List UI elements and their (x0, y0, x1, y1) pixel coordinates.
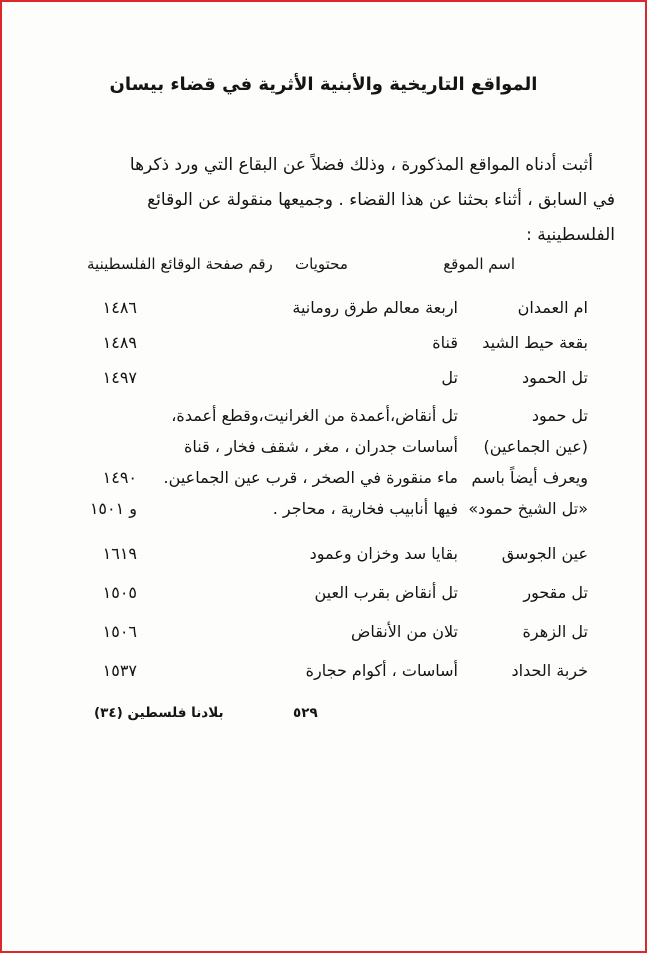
page-ref-cell (37, 365, 137, 391)
site-name: عين الجوسق (501, 544, 588, 563)
contents-text: أساسات جدران ، مغر ، شقف فخار ، قناة (184, 437, 458, 456)
intro-line: أثبت أدناه المواقع المذكورة ، وذلك فضلاً عن البقاع التي ورد ذكرها (129, 155, 593, 175)
contents-text: تل أنقاض بقرب العين (314, 583, 458, 602)
page-ref-cell (37, 295, 137, 321)
page-ref-number: و ١٥٠١ (89, 499, 137, 518)
contents-text: قناة (432, 333, 458, 352)
page-ref-cell (37, 541, 137, 567)
site-name: بقعة حيط الشيد (482, 333, 588, 352)
contents-text: تل (441, 368, 458, 387)
page-ref-number: ١٥٠٦ (102, 622, 137, 641)
contents-cell (137, 541, 458, 567)
site-name-cell (458, 541, 588, 567)
page-number: ٥٢٩ (293, 705, 318, 721)
contents-text: فيها أنابيب فخارية ، محاجر . (272, 499, 458, 518)
table-row (37, 580, 588, 606)
table-row (37, 400, 588, 524)
site-name-cell (458, 619, 588, 645)
site-name: تل الزهرة (522, 622, 588, 641)
site-name-cell (458, 365, 588, 391)
site-name-cell (458, 580, 588, 606)
column-header-contents: محتويات (295, 255, 348, 273)
site-name: ام العمدان (517, 298, 588, 317)
site-name-alias: «تل الشيخ حمود» (468, 499, 588, 518)
contents-text: بقايا سد وخزان وعمود (309, 544, 458, 563)
site-name: تل مقحور (523, 583, 588, 602)
book-series-reference: بلادنا فلسطين (٣٤) (94, 705, 224, 721)
contents-cell (137, 330, 458, 356)
table-row (37, 541, 588, 567)
contents-cell (137, 295, 458, 321)
intro-line: الفلسطينية : (526, 225, 615, 245)
contents-cell (137, 658, 458, 684)
page-ref-number: ١٤٩٠ (102, 468, 137, 487)
site-name-alias: (عين الجماعين) (483, 437, 588, 456)
table-row (37, 295, 588, 321)
page-ref-number: ١٤٨٩ (102, 333, 137, 352)
contents-cell (137, 580, 458, 606)
contents-text: اربعة معالم طرق رومانية (292, 298, 458, 317)
page-ref-cell (37, 330, 137, 356)
site-name-cell (458, 295, 588, 321)
site-name: تل الحمود (522, 368, 588, 387)
page-ref-cell (37, 580, 137, 606)
page-ref-number: ١٥٠٥ (102, 583, 137, 602)
site-name: تل حمود (531, 406, 588, 425)
table-row (37, 330, 588, 356)
site-name-note: ويعرف أيضاً باسم (471, 468, 588, 487)
contents-text: تل أنقاض،أعمدة من الغرانيت،وقطع أعمدة، (171, 406, 458, 425)
contents-text: أساسات ، أكوام حجارة (305, 661, 458, 680)
table-row (37, 619, 588, 645)
page-ref-number: ١٤٨٦ (102, 298, 137, 317)
column-header-page-ref: رقم صفحة الوقائع الفلسطينية (87, 255, 273, 273)
contents-cell (137, 365, 458, 391)
contents-text: تلان من الأنقاض (350, 622, 458, 641)
page-title: المواقع التاريخية والأبنية الأثرية في قضاء بيسان (109, 74, 538, 95)
page-ref-number: ١٤٩٧ (102, 368, 137, 387)
page-ref-cell (37, 619, 137, 645)
site-name: خربة الحداد (511, 661, 588, 680)
contents-text: ماء منقورة في الصخر ، قرب عين الجماعين. (163, 468, 458, 487)
site-name-cell (458, 330, 588, 356)
table-row (37, 658, 588, 684)
intro-paragraph (32, 148, 615, 253)
page-ref-number: ١٦١٩ (102, 544, 137, 563)
table-row (37, 365, 588, 391)
site-name-cell (458, 658, 588, 684)
contents-cell (137, 619, 458, 645)
page-ref-number: ١٥٣٧ (102, 661, 137, 680)
column-header-site-name: اسم الموقع (443, 255, 515, 273)
page-ref-number (37, 400, 137, 431)
site-name-cell (458, 400, 588, 524)
intro-line: في السابق ، أثناء بحثنا عن هذا القضاء . وجميعها منقولة عن الوقائع (147, 190, 615, 210)
page-ref-number (37, 431, 137, 462)
sites-table (37, 255, 588, 697)
page-ref-cell (37, 400, 137, 524)
page-ref-cell (37, 658, 137, 684)
page-footer (2, 705, 645, 731)
table-header-row (37, 255, 588, 283)
contents-cell (137, 400, 458, 524)
